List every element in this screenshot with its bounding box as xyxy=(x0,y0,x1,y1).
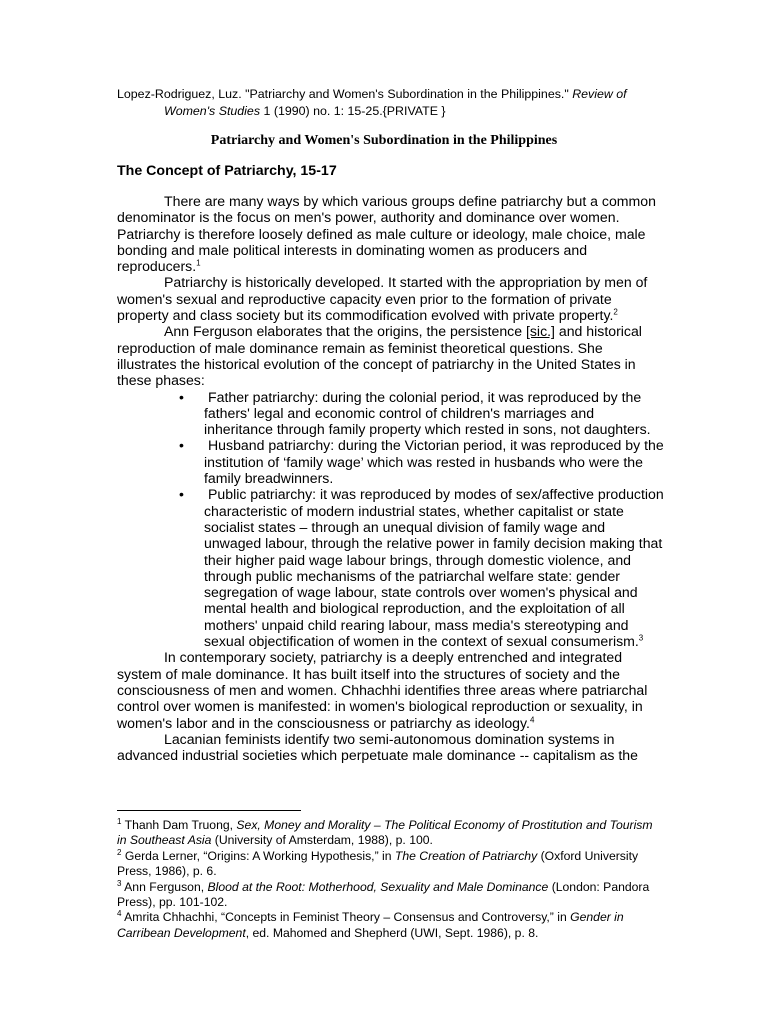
paragraph-1: There are many ways by which various groups define patriarchy but a common denominator is the focus on men's power, authority and dominance over women. Patriarchy is therefore loosely defined as male culture or ideology, male choice, male bonding and male political interests in dominating women as producers and reproducers.$^1$ xyxy=(117,193,656,275)
list-item: • Husband patriarchy: during the Victorian period, it was reproduced by the institution of ‘family wage’ which was rested in husbands who were the family breadwinners. xyxy=(179,437,664,487)
citation-journal-a: Review of xyxy=(572,87,627,101)
citation-journal-b: Women's Studies xyxy=(164,104,261,118)
footnotes xyxy=(117,818,657,941)
bullet-icon: • xyxy=(179,486,184,503)
footnote-ref-2: 2 xyxy=(613,307,618,317)
footnote: $^2$ Gerda Lerner, “Origins: A Working Hypothesis,” in The Creation of Patriarchy (Oxford University Press, 1986), p. 6. xyxy=(117,847,639,879)
paragraph-2: Patriarchy is historically developed. It started with the appropriation by men of women's sexual and reproductive capacity even prior to the formation of private property and class society but its commodification evolved with private property.$^2$ xyxy=(117,274,648,324)
bullet-list xyxy=(117,389,665,650)
sic-marker: [sic.] xyxy=(525,323,555,340)
footnote-ref-4: 4 xyxy=(529,714,535,724)
page-title: Patriarchy and Women's Subordination in the Philippines xyxy=(210,133,558,148)
body-text xyxy=(117,193,665,763)
footnote-ref-3: 3 xyxy=(638,633,644,643)
footnote-ref-1: 1 xyxy=(196,258,201,268)
list-item: • Public patriarchy: it was reproduced by modes of sex/affective production characteristic of modern industrial states, whether capitalist or state socialist states – through an unequal division of family wage and unwaged labour, through the relative power in family decision making that their higher paid wage labour brings, through domestic violence, and through public mechanisms of the patriarchal welfare state: gender segregation of wage labour, state controls over women's physical and mental health and biological reproduction, and the exploitation of all mothers' unpaid child rearing labour, mass media's stereotyping and sexual objectification of women in the context of sexual consumerism.$^3$ xyxy=(179,486,664,650)
list-item: • Father patriarchy: during the colonial period, it was reproduced by the fathers' legal and economic control of children's marriages and inheritance through family property which rested in sons, not daughters. xyxy=(179,388,651,438)
footnote-divider xyxy=(117,810,301,811)
citation xyxy=(117,86,677,120)
bullet-icon: • xyxy=(179,388,184,405)
footnote: $^4$ Amrita Chhachhi, “Concepts in Feminist Theory – Consensus and Controversy,” in Gender in Carribean Development, ed. Mahomed and Shepherd (UWI, Sept. 1986), p. 8. xyxy=(117,909,624,940)
bullet-icon: • xyxy=(179,437,184,454)
citation-volume: 1 (1990) no. 1: 15-25. xyxy=(263,104,383,118)
citation-author-title: Lopez-Rodriguez, Luz. "Patriarchy and Women's Subordination in the Philippines." xyxy=(117,87,569,101)
paragraph-5: Lacanian feminists identify two semi-autonomous domination systems in advanced industrial societies which perpetuate male dominance -- capitalism as the xyxy=(117,730,638,764)
section-heading: The Concept of Patriarchy, 15-17 xyxy=(117,163,337,179)
paragraph-4: In contemporary society, patriarchy is a deeply entrenched and integrated system of male dominance. It has built itself into the structures of society and the consciousness of men and women. Chhachhi identifies three areas where patriarchal control over women is manifested: in women's biological reproduction or sexuality, in women's labor and in the consciousness or patriarchy as ideology.$^4$ xyxy=(117,649,648,731)
footnote: $^3$ Ann Ferguson, Blood at the Root: Motherhood, Sexuality and Male Dominance (London: Pandora Press), pp. 101-102. xyxy=(117,878,650,910)
paragraph-3: Ann Ferguson elaborates that the origins, the persistence [sic.] and historical reproduction of male dominance remain as feminist theoretical questions. She illustrates the historical evolution of the concept of patriarchy in the United States in these phases: xyxy=(117,323,642,389)
citation-private-field: {PRIVATE } xyxy=(382,104,446,118)
footnote: $^1$ Thanh Dam Truong, Sex, Money and Morality – The Political Economy of Prostitution and Tourism in Southeast Asia (University of Amsterdam, 1988), p. 100. xyxy=(117,816,653,848)
